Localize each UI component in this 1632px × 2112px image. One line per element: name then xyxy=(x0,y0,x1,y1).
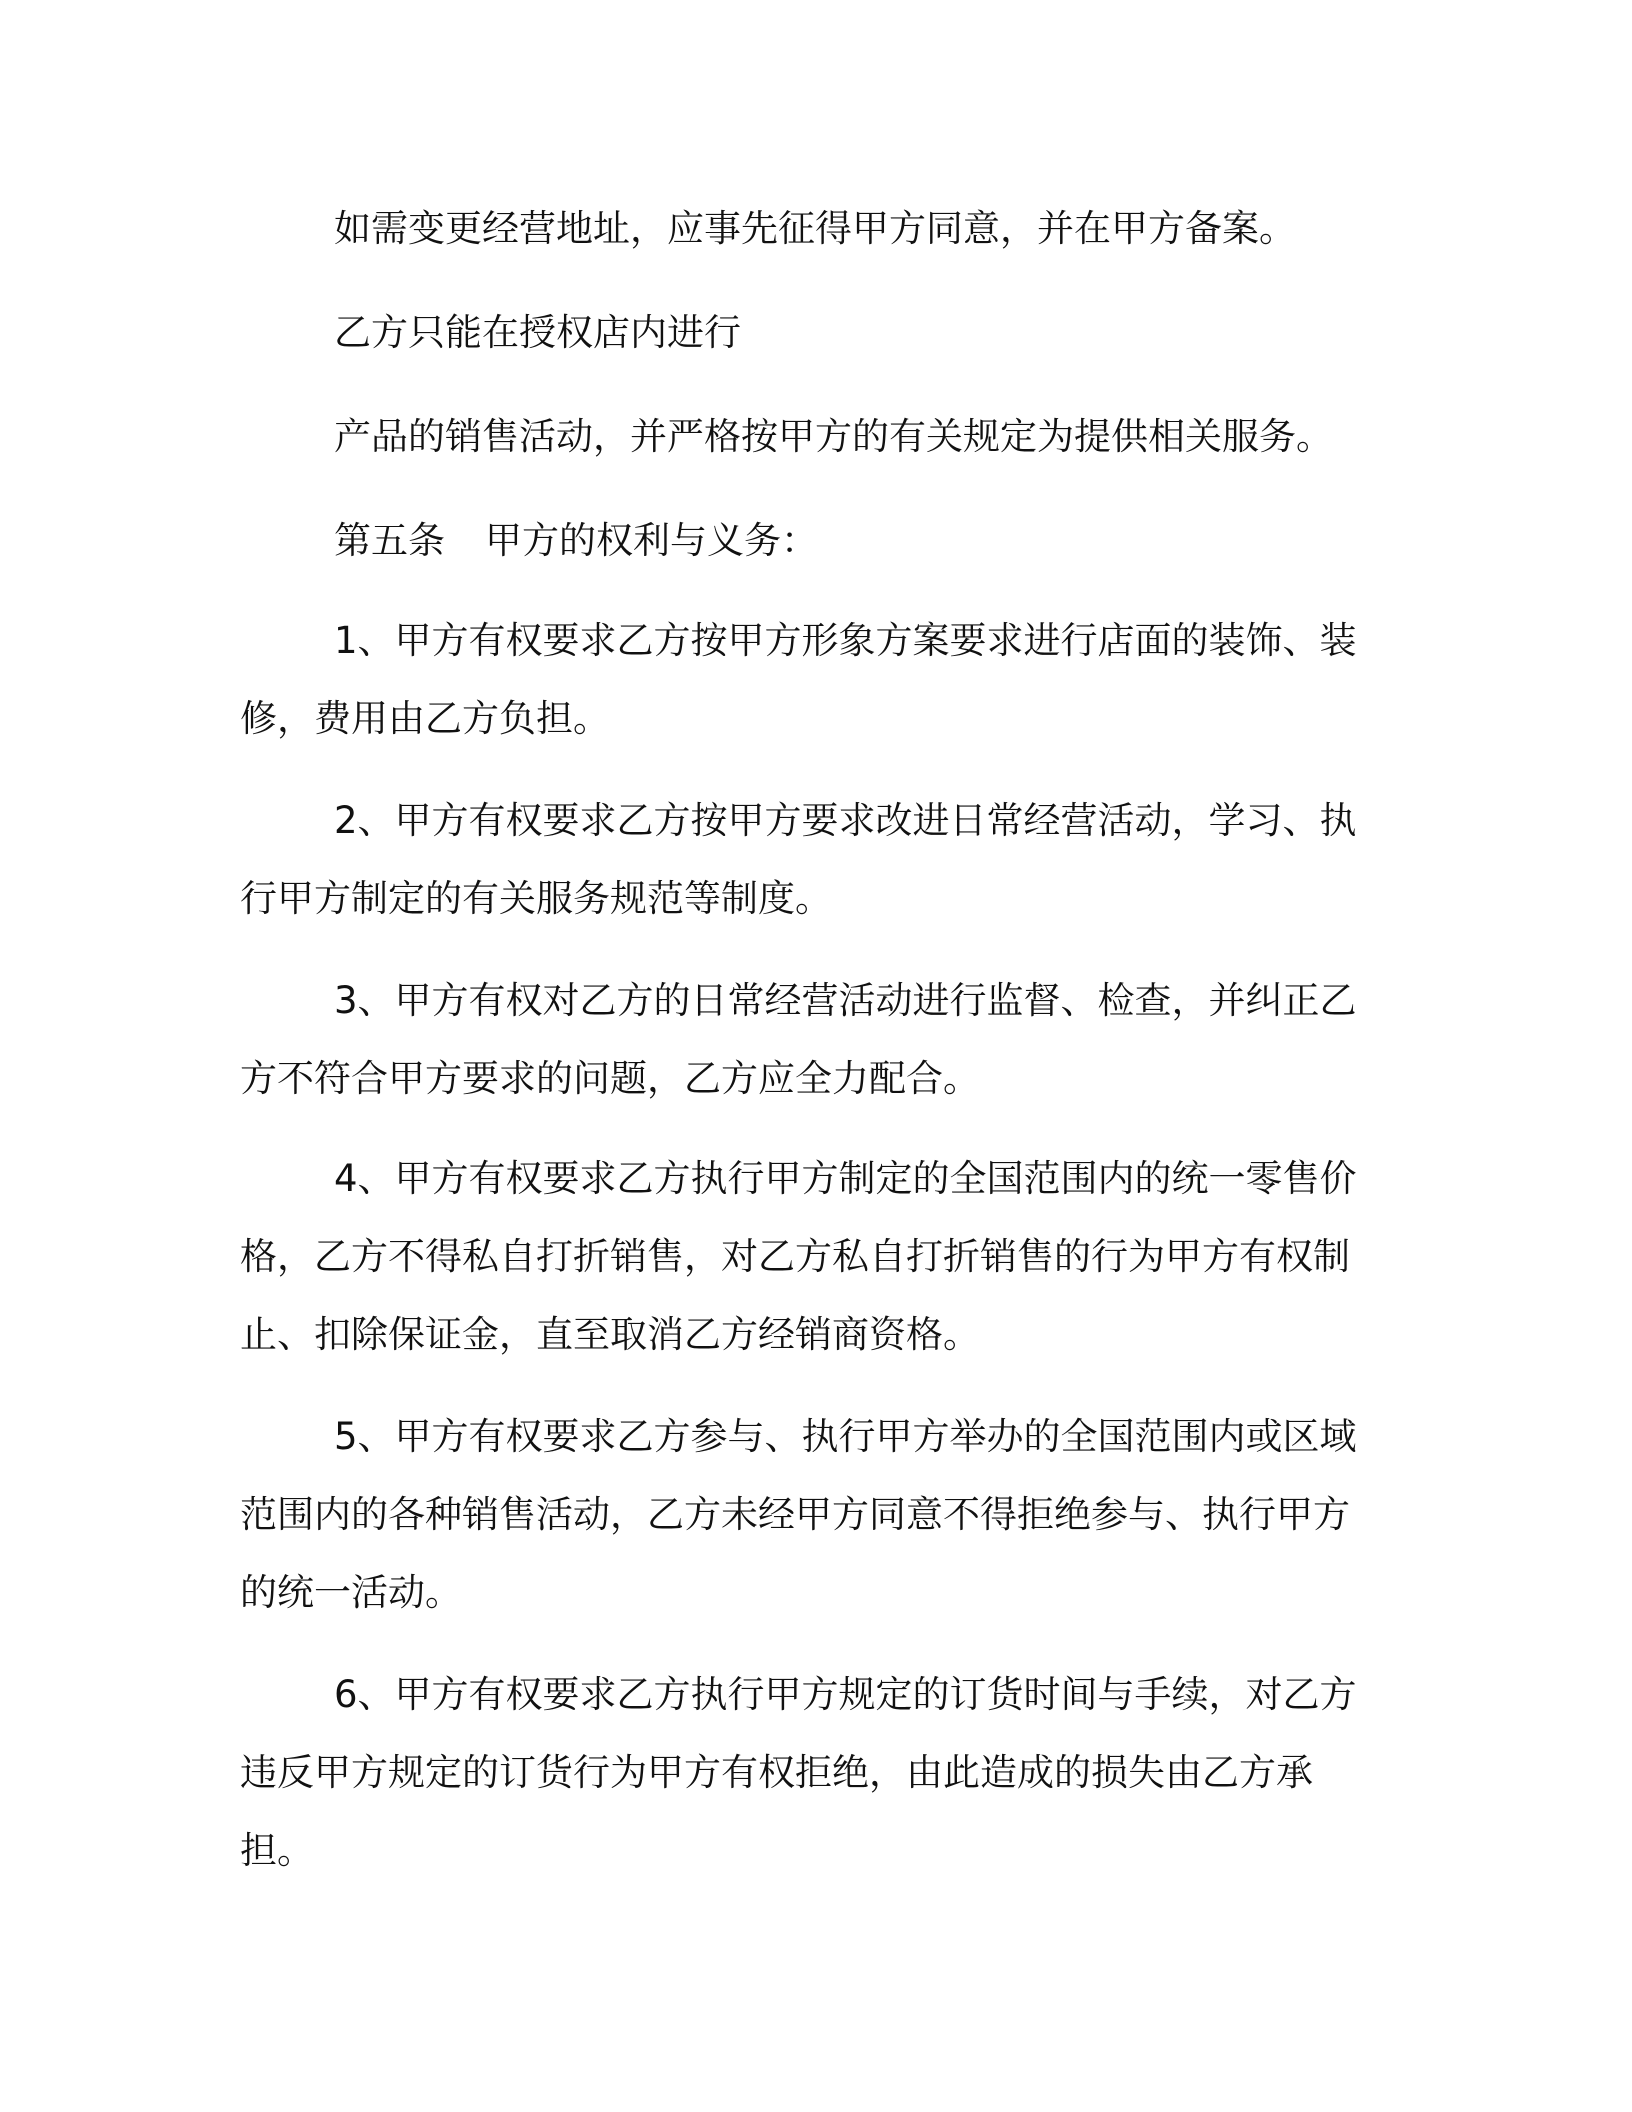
clause-item-2: 2、甲方有权要求乙方按甲方要求改进日常经营活动，学习、执行甲方制定的有关服务规范等制度。 xyxy=(240,799,1357,920)
clause-item-4: 4、甲方有权要求乙方执行甲方制定的全国范围内的统一零售价格，乙方不得私自打折销售，对乙方私自打折销售的行为甲方有权制止、扣除保证金，直至取消乙方经销商资格。 xyxy=(240,1157,1357,1356)
clause-item-5: 5、甲方有权要求乙方参与、执行甲方举办的全国范围内或区域范围内的各种销售活动，乙方未经甲方同意不得拒绝参与、执行甲方的统一活动。 xyxy=(240,1415,1357,1614)
clause-item-1: 1、甲方有权要求乙方按甲方形象方案要求进行店面的装饰、装修，费用由乙方负担。 xyxy=(240,619,1357,740)
clause-item-3: 3、甲方有权对乙方的日常经营活动进行监督、检查，并纠正乙方不符合甲方要求的问题，乙方应全力配合。 xyxy=(240,979,1357,1100)
paragraph-address-change: 如需变更经营地址，应事先征得甲方同意，并在甲方备案。 xyxy=(334,207,1296,250)
article-five-heading xyxy=(334,502,1376,580)
clause-item-6: 6、甲方有权要求乙方执行甲方规定的订货时间与手续，对乙方违反甲方规定的订货行为甲方有权拒绝，由此造成的损失由乙方承担。 xyxy=(240,1673,1357,1872)
article-number: 第五条 xyxy=(334,519,445,562)
paragraph-sales-activity: 产品的销售活动，并严格按甲方的有关规定为提供相关服务。 xyxy=(334,415,1333,458)
paragraph-authorized-store: 乙方只能在授权店内进行 xyxy=(334,311,741,354)
article-title: 甲方的权利与义务： xyxy=(485,519,818,562)
